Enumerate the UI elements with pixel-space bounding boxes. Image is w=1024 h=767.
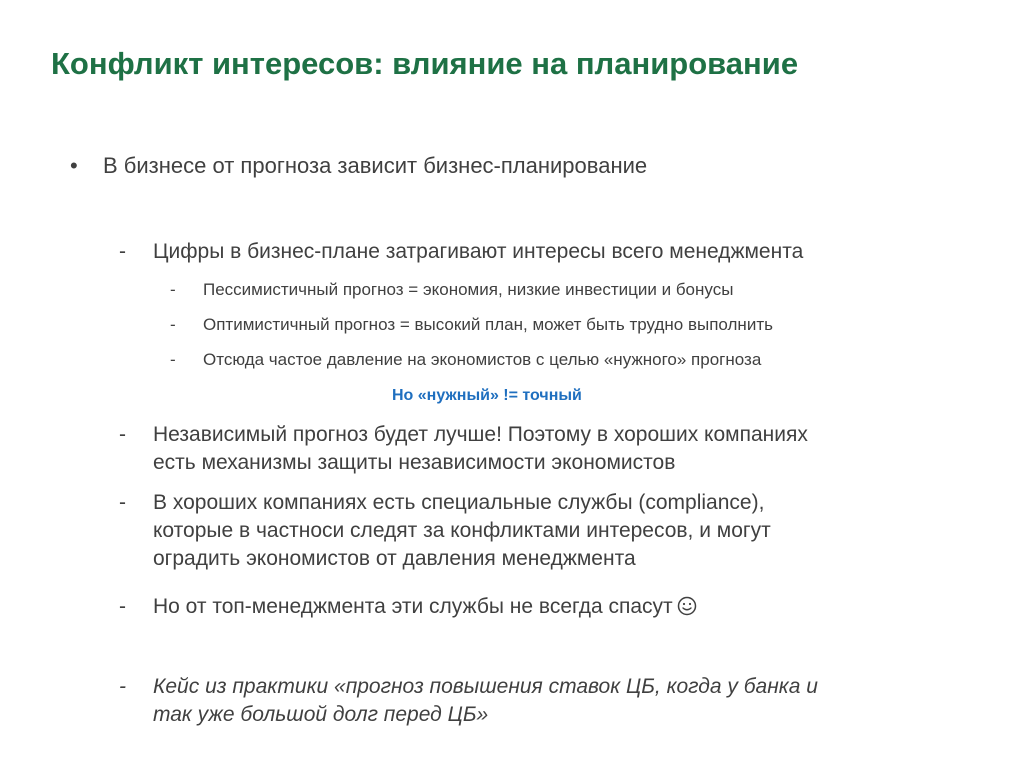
dash-marker: -	[170, 350, 176, 369]
dash-marker: -	[119, 491, 126, 514]
list-item-text	[153, 673, 818, 729]
text-line: Кейс из практики «прогноз повышения ставок ЦБ, когда у банка и	[153, 675, 818, 698]
bullet-marker: •	[70, 153, 78, 178]
dash-marker: -	[170, 280, 176, 299]
list-item-text	[153, 489, 771, 573]
text-line: есть механизмы защиты независимости экономистов	[153, 451, 676, 474]
sub-item-text: Пессимистичный прогноз = экономия, низкие инвестиции и бонусы	[203, 280, 734, 299]
dash-marker: -	[119, 595, 126, 618]
text-line: оградить экономистов от давления менеджмента	[153, 547, 636, 570]
sub-item-text: Оптимистичный прогноз = высокий план, может быть трудно выполнить	[203, 315, 773, 334]
text-line: Независимый прогноз будет лучше! Поэтому в хороших компаниях	[153, 423, 808, 446]
sub-item-text: Отсюда частое давление на экономистов с целью «нужного» прогноза	[203, 350, 762, 369]
dash-marker: -	[119, 240, 126, 263]
list-item-text	[153, 593, 697, 624]
dash-marker: -	[119, 423, 126, 446]
dash-marker: -	[119, 675, 126, 698]
dash-marker: -	[170, 315, 176, 334]
emphasis-note: Но «нужный» != точный	[392, 387, 582, 404]
text-line: которые в частноси следят за конфликтами интересов, и могут	[153, 519, 771, 542]
main-bullet-text: В бизнесе от прогноза зависит бизнес-планирование	[103, 153, 648, 178]
text-line: так уже большой долг перед ЦБ»	[153, 703, 489, 726]
text-line: Но от топ-менеджмента эти службы не всегда спасут	[153, 595, 673, 618]
slide-title: Конфликт интересов: влияние на планирование	[51, 46, 799, 81]
list-item-text: Цифры в бизнес-плане затрагивают интересы всего менеджмента	[153, 240, 804, 263]
smiley-face-icon	[677, 596, 697, 624]
list-item-text	[153, 421, 808, 477]
text-line: В хороших компаниях есть специальные службы (compliance),	[153, 491, 765, 514]
